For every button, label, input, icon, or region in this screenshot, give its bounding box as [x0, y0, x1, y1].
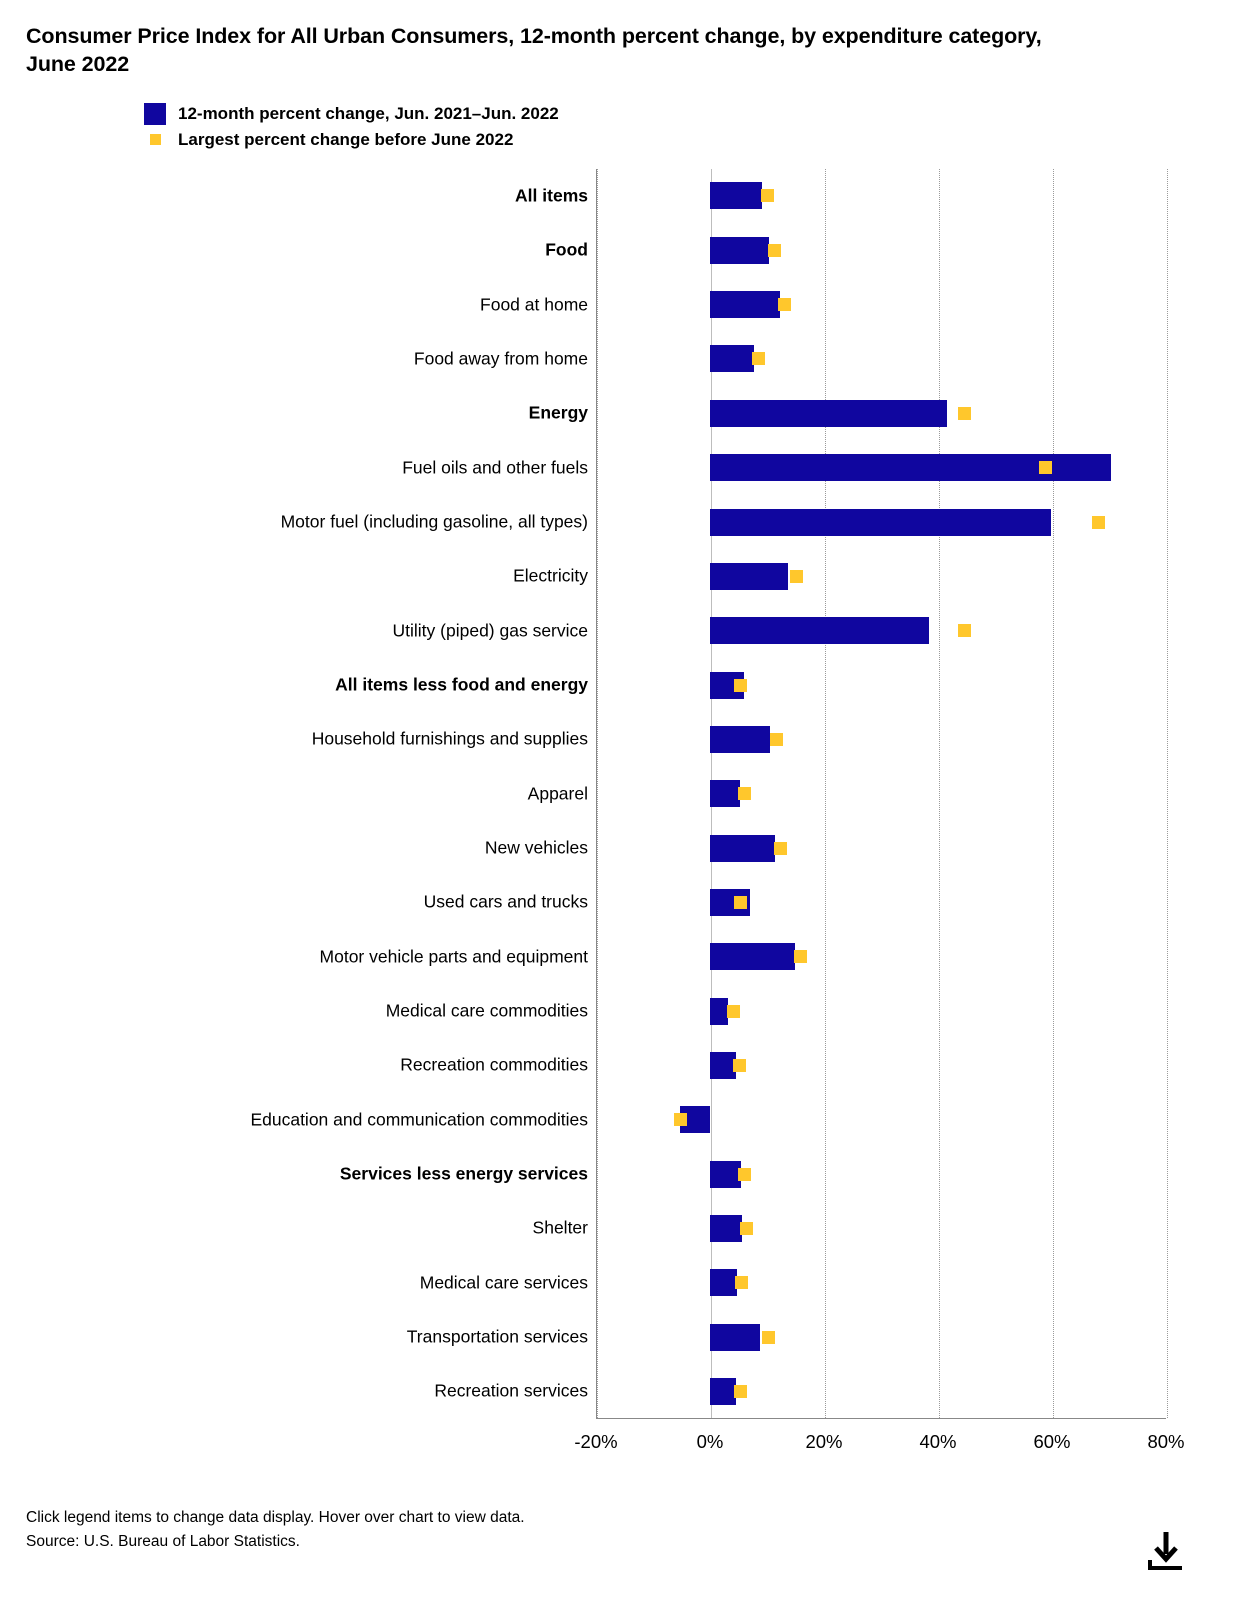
bar-2[interactable] [710, 237, 769, 264]
gridline [1167, 169, 1168, 1418]
marker-2[interactable] [768, 244, 781, 257]
bar-1[interactable] [710, 182, 762, 209]
category-label: Electricity [513, 565, 588, 586]
footer-source: Source: U.S. Bureau of Labor Statistics. [26, 1532, 300, 1550]
bar-5[interactable] [710, 400, 947, 427]
marker-12[interactable] [738, 787, 751, 800]
category-label: All items less food and energy [335, 674, 588, 695]
marker-20[interactable] [740, 1222, 753, 1235]
category-label: Shelter [532, 1217, 588, 1238]
bar-12[interactable] [710, 780, 740, 807]
legend-label-blue: 12-month percent change, Jun. 2021–Jun. 2022 [178, 103, 559, 123]
marker-6[interactable] [1039, 461, 1052, 474]
marker-21[interactable] [735, 1276, 748, 1289]
x-tick-label: 20% [805, 1430, 843, 1452]
category-label: Apparel [527, 783, 588, 804]
marker-1[interactable] [761, 189, 774, 202]
download-icon[interactable] [1144, 1528, 1188, 1572]
marker-11[interactable] [770, 733, 783, 746]
bar-15[interactable] [710, 943, 795, 970]
x-axis-ticks [574, 1421, 1185, 1461]
marker-22[interactable] [762, 1331, 775, 1344]
x-tick-label: 80% [1147, 1430, 1185, 1452]
category-label: Fuel oils and other fuels [402, 457, 588, 478]
category-label: Energy [528, 402, 588, 423]
x-tick-label: 60% [1033, 1430, 1071, 1452]
plot-area [26, 169, 1214, 1452]
marker-17[interactable] [733, 1059, 746, 1072]
legend-swatch-gold-icon [144, 129, 166, 151]
x-tick-label: -20% [574, 1430, 618, 1452]
bar-21[interactable] [710, 1269, 737, 1296]
category-label: Utility (piped) gas service [392, 620, 588, 641]
marker-4[interactable] [752, 352, 765, 365]
footer-hint: Click legend items to change data display. Hover over chart to view data. [26, 1508, 525, 1526]
marker-23[interactable] [734, 1385, 747, 1398]
marker-3[interactable] [778, 298, 791, 311]
bar-17[interactable] [710, 1052, 736, 1079]
marker-19[interactable] [738, 1168, 751, 1181]
chart-legend[interactable] [144, 101, 1214, 153]
page-title: Consumer Price Index for All Urban Consumers, 12-month percent change, by expenditure category, June 2022 [26, 24, 1042, 77]
bar-8[interactable] [710, 563, 788, 590]
bar-3[interactable] [710, 291, 780, 318]
marker-9[interactable] [958, 624, 971, 637]
legend-item-largest-percent-change[interactable] [144, 127, 1214, 153]
marker-13[interactable] [774, 842, 787, 855]
footer-notes [26, 1506, 525, 1554]
marker-18[interactable] [674, 1113, 687, 1126]
marker-10[interactable] [734, 679, 747, 692]
category-label: Household furnishings and supplies [311, 728, 588, 749]
bar-20[interactable] [710, 1215, 742, 1242]
legend-swatch-blue-icon [144, 103, 166, 125]
category-label: Services less energy services [339, 1163, 588, 1184]
bar-22[interactable] [710, 1324, 760, 1351]
category-label: All items [515, 185, 588, 206]
x-tick-label: 40% [919, 1430, 957, 1452]
category-label: Motor fuel (including gasoline, all types) [280, 511, 588, 532]
category-label: Recreation commodities [400, 1054, 588, 1075]
category-label: Education and communication commodities [250, 1109, 588, 1130]
category-label: Motor vehicle parts and equipment [319, 946, 588, 967]
bar-19[interactable] [710, 1161, 741, 1188]
bar-23[interactable] [710, 1378, 736, 1405]
legend-label-gold: Largest percent change before June 2022 [178, 129, 514, 149]
bar-11[interactable] [710, 726, 770, 753]
category-label: Transportation services [406, 1326, 588, 1347]
bars-layer [596, 169, 1166, 1419]
bar-7[interactable] [710, 509, 1051, 536]
bar-4[interactable] [710, 345, 754, 372]
marker-5[interactable] [958, 407, 971, 420]
category-label: Medical care commodities [385, 1000, 588, 1021]
category-label: Food at home [480, 294, 588, 315]
bar-9[interactable] [710, 617, 929, 644]
marker-15[interactable] [794, 950, 807, 963]
x-tick-label: 0% [696, 1430, 724, 1452]
category-label: Food [545, 239, 588, 260]
bar-13[interactable] [710, 835, 775, 862]
category-label: Used cars and trucks [423, 891, 588, 912]
category-label: Recreation services [434, 1380, 588, 1401]
marker-16[interactable] [727, 1005, 740, 1018]
marker-14[interactable] [734, 896, 747, 909]
category-label: Medical care services [419, 1272, 588, 1293]
category-label: New vehicles [484, 837, 588, 858]
category-label: Food away from home [413, 348, 588, 369]
marker-8[interactable] [790, 570, 803, 583]
bar-16[interactable] [710, 998, 728, 1025]
marker-7[interactable] [1092, 516, 1105, 529]
legend-item-12-month-percent-change[interactable] [144, 101, 1214, 127]
